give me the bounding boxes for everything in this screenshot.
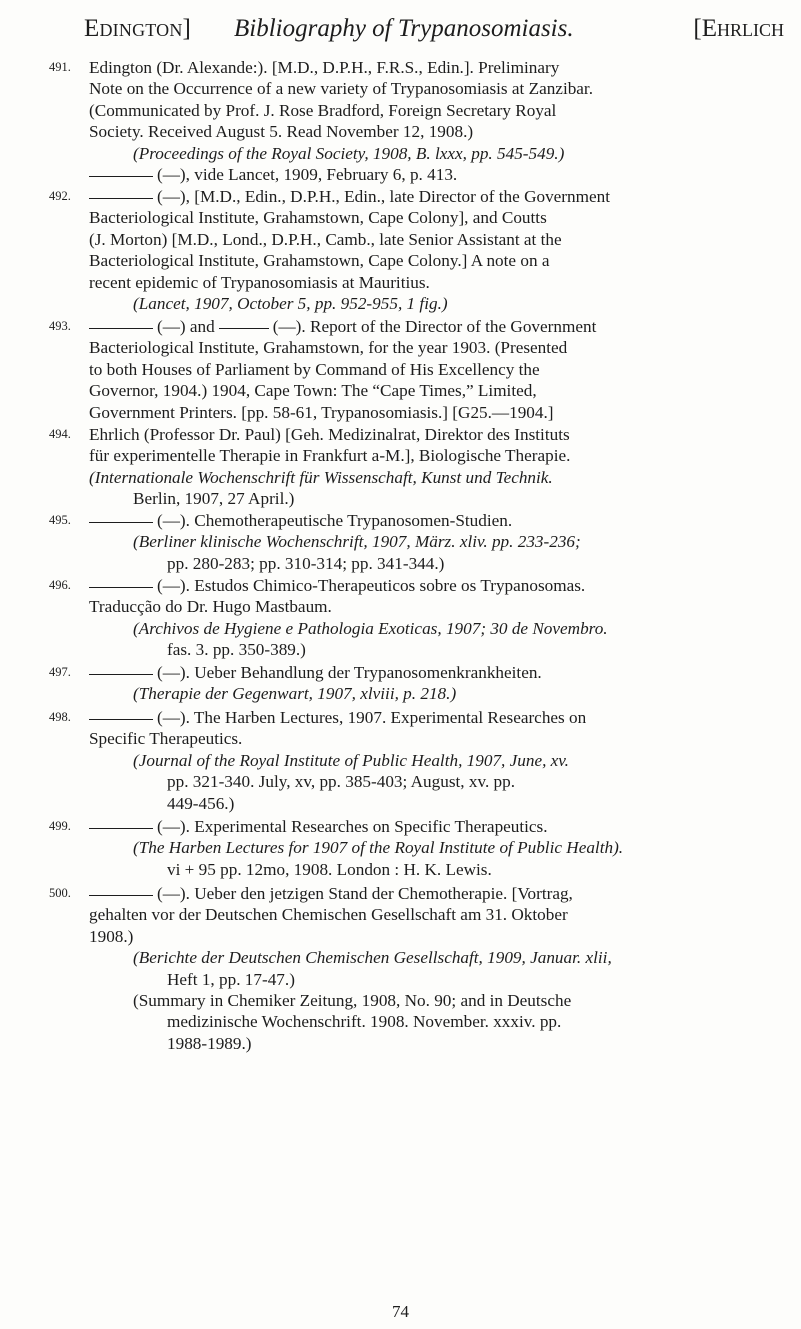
entry-500 bbox=[49, 883, 787, 1054]
ditto-dash bbox=[89, 895, 153, 896]
entry-line: Bacteriological Institute, Grahamstown, for the year 1903. (Presented bbox=[89, 338, 568, 358]
ditto-dash bbox=[89, 176, 153, 177]
entry-line: Ehrlich (Professor Dr. Paul) [Geh. Medizinalrat, Direktor des Instituts bbox=[89, 425, 570, 444]
entry-line: Note on the Occurrence of a new variety of Trypanosomiasis at Zanzibar. bbox=[89, 79, 594, 99]
header-title: Bibliography of Trypanosomiasis. bbox=[234, 15, 574, 42]
journal-citation: (Berliner klinische Wochenschrift, 1907, März. xliv. pp. 233-236; bbox=[133, 532, 581, 552]
entry-number: 496. bbox=[49, 578, 71, 592]
journal-citation: (Therapie der Gegenwart, 1907, xlviii, p. 218.) bbox=[133, 684, 457, 704]
ditto-dash bbox=[219, 328, 269, 329]
entry-line: 1988-1989.) bbox=[167, 1033, 252, 1053]
entry-495 bbox=[49, 510, 787, 574]
header-left: Edington] bbox=[84, 15, 192, 42]
journal-citation: (The Harben Lectures for 1907 of the Royal Institute of Public Health). bbox=[133, 838, 624, 858]
entry-494 bbox=[49, 424, 787, 510]
journal-citation: (Internationale Wochenschrift für Wissenschaft, Kunst und Technik. bbox=[89, 467, 553, 487]
entry-line: Bacteriological Institute, Grahamstown, Cape Colony], and Coutts bbox=[89, 208, 547, 228]
entry-line: 1908.) bbox=[89, 926, 134, 946]
page-number: 74 bbox=[392, 1302, 409, 1321]
ditto-dash bbox=[89, 198, 153, 199]
ditto-dash bbox=[89, 522, 153, 523]
entry-497 bbox=[49, 662, 787, 705]
entry-line: für experimentelle Therapie in Frankfurt a-M.], Biologische Therapie. bbox=[89, 446, 571, 466]
entry-line: Berlin, 1907, 27 April.) bbox=[133, 489, 295, 509]
entry-number: 498. bbox=[49, 710, 71, 724]
entry-number: 499. bbox=[49, 819, 71, 833]
entry-line: Bacteriological Institute, Grahamstown, Cape Colony.] A note on a bbox=[89, 251, 550, 271]
entry-line: gehalten vor der Deutschen Chemischen Gesellschaft am 31. Oktober bbox=[89, 905, 568, 925]
entry-line: (Summary in Chemiker Zeitung, 1908, No. 90; and in Deutsche bbox=[133, 991, 572, 1011]
entry-line: Governor, 1904.) 1904, Cape Town: The “Cape Times,” Limited, bbox=[89, 381, 537, 401]
journal-citation: (Journal of the Royal Institute of Public Health, 1907, June, xv. bbox=[133, 750, 569, 770]
entry-499 bbox=[49, 816, 787, 880]
entry-number: 494. bbox=[49, 427, 71, 441]
entry-496 bbox=[49, 575, 787, 661]
entry-number: 491. bbox=[49, 60, 71, 74]
entry-line: to both Houses of Parliament by Command of His Excellency the bbox=[89, 359, 540, 379]
entry-line: vi + 95 pp. 12mo, 1908. London : H. K. Lewis. bbox=[167, 859, 492, 879]
entry-498 bbox=[49, 707, 787, 814]
journal-citation: (Archivos de Hygiene e Pathologia Exoticas, 1907; 30 de Novembro. bbox=[133, 618, 608, 638]
entry-line: 449-456.) bbox=[167, 793, 235, 813]
entry-line: (—). Report of the Director of the Government bbox=[272, 317, 597, 336]
entry-number: 500. bbox=[49, 886, 71, 900]
entry-492 bbox=[49, 186, 787, 314]
entry-number: 497. bbox=[49, 665, 71, 679]
entry-line: (—) and bbox=[157, 317, 215, 336]
entry-line: medizinische Wochenschrift. 1908. November. xxxiv. pp. bbox=[167, 1012, 562, 1032]
journal-citation: (Proceedings of the Royal Society, 1908, B. lxxx, pp. 545-549.) bbox=[133, 143, 565, 163]
entry-line: (—). Estudos Chimico-Therapeuticos sobre os Trypanosomas. bbox=[157, 576, 586, 595]
entry-line: Specific Therapeutics. bbox=[89, 729, 243, 749]
ditto-dash bbox=[89, 674, 153, 675]
entry-line: (—), [M.D., Edin., D.P.H., Edin., late Director of the Government bbox=[157, 187, 610, 206]
entry-line: (—), vide Lancet, 1909, February 6, p. 413. bbox=[157, 165, 458, 185]
entry-line: Society. Received August 5. Read November 12, 1908.) bbox=[89, 122, 474, 142]
entry-number: 492. bbox=[49, 189, 71, 203]
entry-line: pp. 280-283; pp. 310-314; pp. 341-344.) bbox=[167, 553, 445, 573]
entry-493 bbox=[49, 316, 787, 423]
entry-line: (J. Morton) [M.D., Lond., D.P.H., Camb., late Senior Assistant at the bbox=[89, 229, 562, 249]
header-right: [Ehrlich bbox=[693, 15, 784, 42]
entry-line: (—). Ueber den jetzigen Stand der Chemotherapie. [Vortrag, bbox=[157, 884, 573, 903]
entry-line: fas. 3. pp. 350-389.) bbox=[167, 640, 306, 660]
journal-citation: (Lancet, 1907, October 5, pp. 952-955, 1 fig.) bbox=[133, 294, 448, 314]
entry-number: 495. bbox=[49, 513, 71, 527]
entry-line: Heft 1, pp. 17-47.) bbox=[167, 969, 295, 989]
entry-line: Government Printers. [pp. 58-61, Trypanosomiasis.] [G25.—1904.] bbox=[89, 402, 554, 422]
entry-line: recent epidemic of Trypanosomiasis at Mauritius. bbox=[89, 272, 430, 292]
ditto-dash bbox=[89, 587, 153, 588]
ditto-dash bbox=[89, 719, 153, 720]
ditto-dash bbox=[89, 828, 153, 829]
entry-line: (Communicated by Prof. J. Rose Bradford, Foreign Secretary Royal bbox=[89, 100, 557, 120]
entry-line: Traducção do Dr. Hugo Mastbaum. bbox=[89, 597, 332, 617]
entry-line: pp. 321-340. July, xv, pp. 385-403; August, xv. pp. bbox=[167, 772, 516, 792]
journal-citation: (Berichte der Deutschen Chemischen Gesellschaft, 1909, Januar. xlii, bbox=[133, 948, 612, 968]
entry-491 bbox=[49, 57, 787, 185]
entry-line: (—). Ueber Behandlung der Trypanosomenkrankheiten. bbox=[157, 663, 542, 682]
entry-line: (—). Experimental Researches on Specific Therapeutics. bbox=[157, 817, 548, 836]
entry-line: (—). The Harben Lectures, 1907. Experimental Researches on bbox=[157, 708, 587, 727]
ditto-dash bbox=[89, 328, 153, 329]
entry-number: 493. bbox=[49, 319, 71, 333]
entry-line: Edington (Dr. Alexande:). [M.D., D.P.H., F.R.S., Edin.]. Preliminary bbox=[89, 58, 560, 77]
entry-line: (—). Chemotherapeutische Trypanosomen-Studien. bbox=[157, 511, 513, 530]
